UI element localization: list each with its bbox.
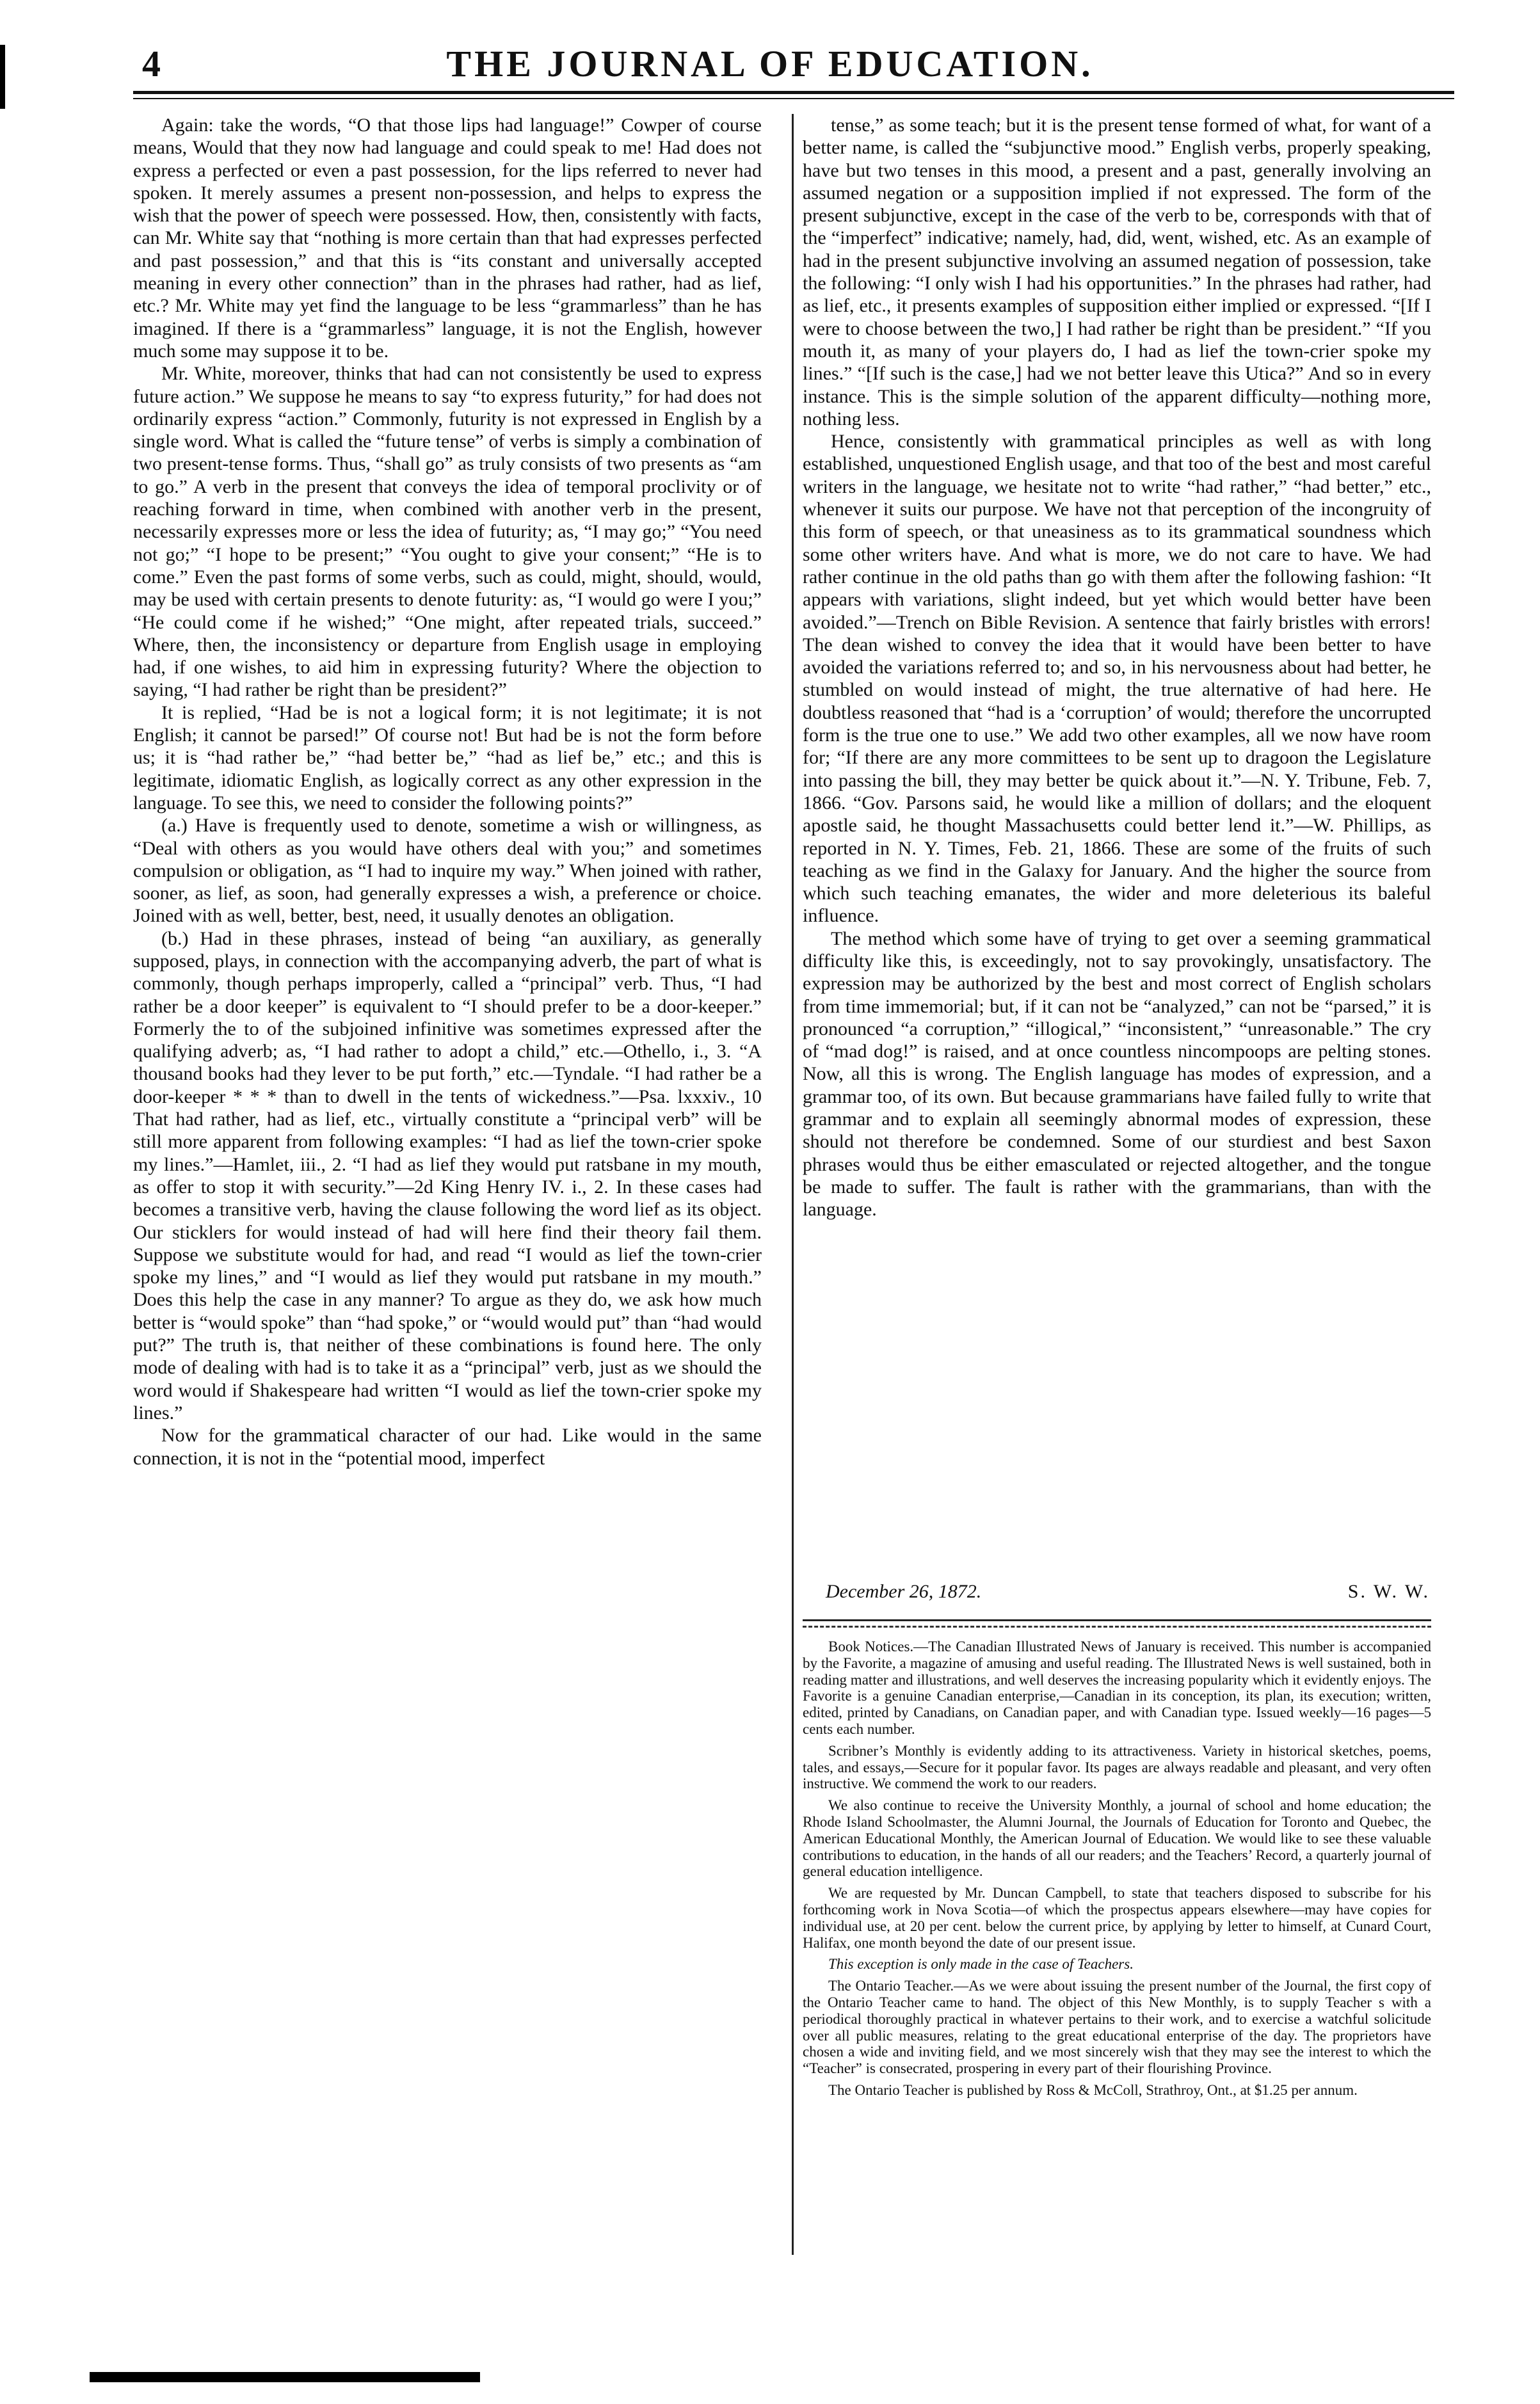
- paragraph: It is replied, “Had be is not a logical form; it is not legitimate; it is not English; it cannot be parsed!” Of course not! But had be is not the form before us; it is “had rather be,” “had better be,” “had as lief be,” etc.; and this is legitimate, idiomatic English, as logically correct as any other expression in the language. To see this, we need to consider the following points?”: [133, 701, 762, 813]
- paragraph: tense,” as some teach; but it is the present tense formed of what, for want of a better name, is called the “subjunctive mood.” English verbs, properly speaking, have but two tenses in this mood, a present and a past, generally involving an assumed negation or a supposition implied if not expressed. The form of the present subjunctive, except in the case of the verb to be, corresponds with that of the “imperfect” indicative; namely, had, did, went, wished, etc. As an example of had in the present subjunctive involving an assumed negation of possession, take the following: “I only wish I had his opportunities.” In the phrases had rather, had as lief, etc., it presents examples of supposition either implied or expressed. “[If I were to choose between the two,] I had rather be right than be president.” “If you mouth it, as many of your players do, I had as lief the town-crier spoke my lines.” “[If such is the case,] had we not better leave this Utica?” And so in every instance. This is the simple solution of the apparent difficulty—nothing more, nothing less.: [803, 115, 1431, 429]
- article-signoff: [826, 1581, 1430, 1603]
- header-rule: [133, 91, 1454, 94]
- notice-paragraph: Scribner’s Monthly is evidently adding to its attractiveness. Variety in historical sketches, poems, tales, and essays,—Secure for it popular favor. Its pages are always readable and pleasant, and very often instructive. We commend the work to our readers.: [803, 1742, 1431, 1792]
- paragraph: Again: take the words, “O that those lips had language!” Cowper of course means, Would that they now had language and could speak to me! Had does not express a perfected or even a past possession, for the lips referred to never had spoken. It merely assumes a present non-possession, and helps to express the wish that the power of speech were possessed. How, then, consistently with facts, can Mr. White say that “nothing is more certain than that had expresses perfected and past possession,” and that this is “its constant and universally accepted meaning in every other connection” than in the phrases had rather, had as lief, etc.? Mr. White may yet find the language to be less “grammarless” than he has imagined. If there is a “grammarless” language, it is not the English, however much some may suppose it to be.: [133, 115, 762, 362]
- notices-rule: [803, 1619, 1431, 1621]
- paragraph: (b.) Had in these phrases, instead of being “an auxiliary, as generally supposed, plays, in connection with the accompanying adverb, the part of what is commonly, though perhaps improperly, called a “principal” verb. Thus, “I had rather be a door keeper” is equivalent to “I should prefer to be a door-keeper.” Formerly the to of the subjoined infinitive was sometimes expressed after the qualifying adverb; as, “I had rather to adopt a child,” etc.—Othello, i., 3. “A thousand books had they lever to be put forth,” etc.—Tyndale. “I had rather be a door-keeper * * * than to dwell in the tents of wickedness.”—Psa. lxxxiv., 10 That had rather, had as lief, etc., virtually constitute a “principal verb” will be still more apparent from following examples: “I had as lief the town-crier spoke my lines.”—Hamlet, iii., 2. “I had as lief they would put ratsbane in my mouth, as offer to stop it with security.”—2d King Henry IV. i., 2. In these cases had becomes a transitive verb, having the clause following the word lief as its object. Our sticklers for would instead of had will here find their theory fail them. Suppose we substitute would for had, and read “I would as lief the town-crier spoke my lines,” and “I would as lief they would put ratsbane in my mouth.” Does this help the case in any manner? To argue as they do, we ask how much better is “would spoke” than “had spoke,” or “would would put” than “had would put?” The truth is, that neither of these combinations is found here. The only mode of dealing with had is to take it as a “principal” verb, just as we should the word would if Shakespeare had written “I would as lief the town-crier spoke my lines.”: [133, 927, 762, 1423]
- running-title: THE JOURNAL OF EDUCATION.: [446, 43, 1094, 84]
- notices-rule-dashed: [803, 1626, 1431, 1628]
- paragraph: The method which some have of trying to get over a seeming grammatical difficulty like this, is exceedingly, not to say provokingly, unsatisfactory. The expression may be authorized by the best and most correct of English scholars from time immemorial; but, if it can not be “analyzed,” can not be “parsed,” it is pronounced “a corruption,” “illogical,” “inconsistent,” “unreasonable.” The cry of “mad dog!” is raised, and at once countless nincompoops are pelting stones. Now, all this is wrong. The English language has modes of expression, and a grammar too, of its own. But because grammarians have failed fully to write that grammar and to explain all seemingly abnormal modes of expression, these should not therefore be condemned. Some of our sturdiest and best Saxon phrases would thus be either emasculated or rejected altogether, and the tongue be made to suffer. The fault is rather with the grammarians, than with the language.: [803, 927, 1431, 1221]
- article-column-left: [133, 114, 762, 1470]
- notice-paragraph: We also continue to receive the University Monthly, a journal of school and home education; the Rhode Island Schoolmaster, the Alumni Journal, the Journals of Education for Toronto and Quebec, the American Educational Monthly, the American Journal of Education. We would like to see these valuable contributions to education, in the hands of all our readers; and the Teachers’ Record, a quarterly journal of general education intelligence.: [803, 1797, 1431, 1880]
- notice-paragraph: We are requested by Mr. Duncan Campbell, to state that teachers disposed to subscribe for his forthcoming work in Nova Scotia—of which the prospectus appears elsewhere—may have copies for individual use, at 20 per cent. below the current price, by applying by letter to himself, at Cunard Court, Halifax, one month beyond the date of our present issue.: [803, 1885, 1431, 1951]
- article-column-right: [803, 114, 1431, 1221]
- paragraph: Now for the grammatical character of our had. Like would in the same connection, it is not in the “potential mood, imperfect: [133, 1425, 762, 1469]
- header-rule-thin: [133, 98, 1454, 99]
- notice-paragraph: Book Notices.—The Canadian Illustrated News of January is received. This number is accompanied by the Favorite, a magazine of amusing and useful reading. The Illustrated News is well sustained, both in reading matter and illustrations, and well deserves the increasing popularity which it evidently enjoys. The Favorite is a genuine Canadian enterprise,—Canadian in its conception, its plan, its execution; written, edited, printed by Canadians, on Canadian paper, and with Canadian type. Issued weekly—16 pages—5 cents each number.: [803, 1639, 1431, 1737]
- column-divider: [792, 114, 794, 2255]
- page-number: 4: [142, 43, 161, 84]
- paragraph: Hence, consistently with grammatical principles as well as with long established, unquestioned English usage, and that too of the best and most careful writers in the language, we hesitate not to write “had rather,” “had better,” etc., whenever it suits our purpose. We have not that perception of the incongruity of this form of speech, or that uneasiness as to its grammatical soundness which some other writers have. And what is more, we do not care to have. We had rather continue in the old paths than go with them after the following fashion: “It appears with variations, slight indeed, but yet which would better have been avoided.”—Trench on Bible Revision. A sentence that fairly bristles with errors! The dean wished to convey the idea that it would have been better to have avoided the variations referred to; and so, in his nervousness about had better, he stumbled on would instead of might, the true alternative of had here. He doubtless reasoned that “had is a ‘corruption’ of would; therefore the uncorrupted form is the true one to use.” We add two other examples, all we now have room for; “If there are any more committees to be sent up to dragoon the Legislature into passing the bill, they may better be quick about it.”—N. Y. Tribune, Feb. 7, 1866. “Gov. Parsons said, he would like a million of dollars; and the eloquent apostle said, he thought Massachusetts could better lend it.”—W. Phillips, as reported in N. Y. Times, Feb. 21, 1866. These are some of the fruits of such teaching as we find in the Galaxy for January. And the higher the source from which such teaching emanates, the wider and more deleterious its baleful influence.: [803, 431, 1431, 927]
- article-date: December 26, 1872.: [826, 1581, 982, 1602]
- notice-paragraph: The Ontario Teacher is published by Ross & McColl, Strathroy, Ont., at $1.25 per annum.: [828, 2081, 1358, 2098]
- paragraph: Mr. White, moreover, thinks that had can not consistently be used to express future action.” We suppose he means to say “to express futurity,” for had does not ordinarily express “action.” Commonly, futurity is not expressed in English by a single word. What is called the “future tense” of verbs is simply a combination of two present-tense forms. Thus, “shall go” as truly consists of two presents as “am to go.” A verb in the present that conveys the idea of temporal proclivity or of reaching forward in time, when combined with another verb in the present, necessarily expresses more or less the idea of futurity; as, “I may go;” “You need not go;” “I hope to be present;” “You ought to give your consent;” “He is to come.” Even the past forms of some verbs, such as could, might, should, would, may be used with certain presents to denote futurity: as, “I would go were I you;” “He could come if he wished;” “One might, after repeated trials, succeed.” Where, then, the inconsistency or departure from English usage in employing had, if one wishes, to aid him in expressing futurity? Where the objection to saying, “I had rather be right than be president?”: [133, 363, 762, 701]
- article-signature: S. W. W.: [1347, 1581, 1430, 1602]
- book-notices: [803, 1639, 1431, 2104]
- bottom-edge-mark: [90, 2372, 480, 2382]
- paragraph: (a.) Have is frequently used to denote, sometime a wish or willingness, as “Deal with others as you would have others deal with you;” and sometimes compulsion or obligation, as “I had to inquire my way.” When joined with rather, sooner, as lief, as soon, had generally expresses a wish, a preference or choice. Joined with as well, better, best, need, it usually denotes an obligation.: [133, 815, 762, 927]
- notice-paragraph: This exception is only made in the case of Teachers.: [828, 1956, 1134, 1973]
- notice-paragraph: The Ontario Teacher.—As we were about issuing the present number of the Journal, the first copy of the Ontario Teacher came to hand. The object of this New Monthly, is to supply Teacher s with a periodical thoroughly practical in whatever pertains to their work, and to exercise a watchful solicitude over all public measures, relating to the great educational enterprise of the day. The proprietors have chosen a wide and inviting field, and we most sincerely wish that they may see the interest to which the “Teacher” is consecrated, prospering in every part of their flourishing Province.: [803, 1978, 1431, 2077]
